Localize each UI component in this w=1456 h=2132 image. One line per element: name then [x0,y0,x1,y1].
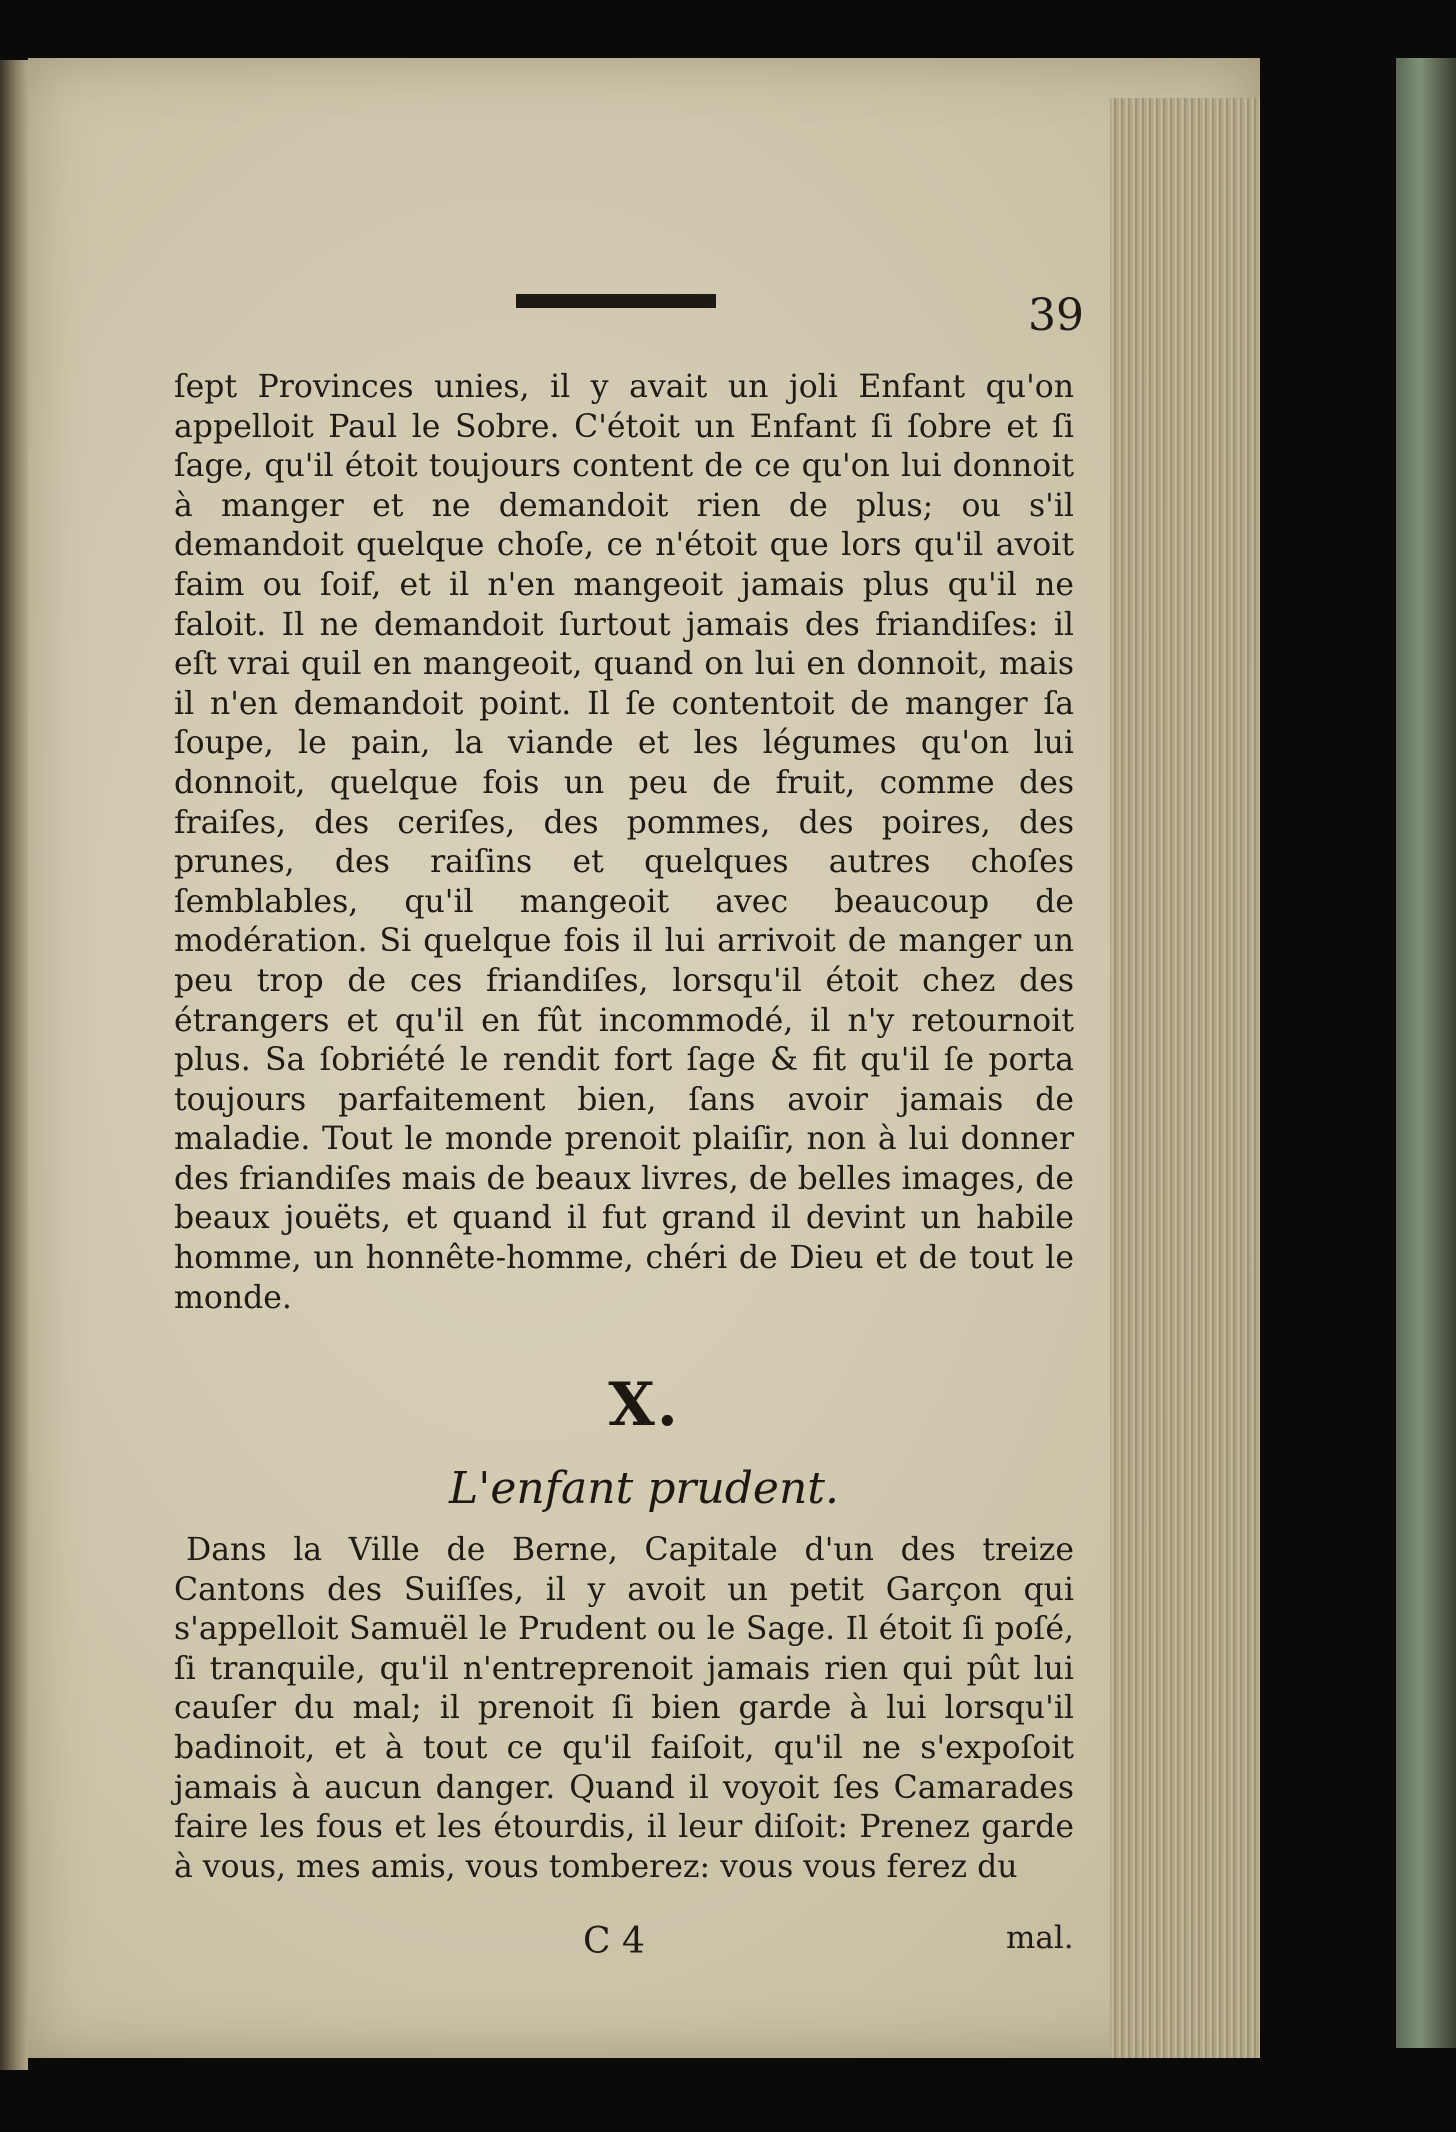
book-left-edge [0,60,28,2070]
catchword: mal. [1006,1920,1074,1956]
section-title: L'enfant prudent. [449,1463,839,1514]
paragraph-samuel-le-prudent: Dans la Ville de Berne, Capitale d'un des treize Cantons des Suiſſes, il y avoit un petit Garçon qui s'appelloit Samuël le Prudent ou le Sage. Il étoit ſi poſé, ſi tranquile, qu'il n'entreprenoit jamais rien qui pût lui cauſer du mal; il prenoit ſi bien garde à lui lorsqu'il badinoit, et à tout ce qu'il faiſoit, qu'il ne s'expoſoit jamais à aucun danger. Quand il voyoit ſes Camarades faire les fous et les étourdis, il leur diſoit: Prenez garde à vous, mes amis, vous tomberez: vous vous ferez du [174,1532,1074,1885]
page-edges [1110,98,1260,2058]
paragraph-paul-le-sobre: ſept Provinces unies, il y avait un joli Enfant qu'on appelloit Paul le Sobre. C'étoit un Enfant ſi ſobre et ſi ſage, qu'il étoit toujours content de ce qu'on lui donnoit à manger et ne demandoit rien de plus; ou s'il demandoit quelque choſe, ce n'étoit que lors qu'il avoit faim ou ſoif, et il n'en mangeoit jamais plus qu'il ne faloit. Il ne demandoit ſurtout jamais des friandiſes: il eſt vrai quil en mangeoit, quand on lui en donnoit, mais il n'en demandoit point. Il ſe contentoit de manger ſa ſoupe, le pain, la viande et les légumes qu'on lui donnoit, quelque fois un peu de fruit, comme des fraiſes, des ceriſes, des pommes, des poires, des prunes, des raiſins et quelques autres choſes ſemblables, qu'il mangeoit avec beaucoup de modération. Si quelque fois il lui arrivoit de manger un peu trop de ces friandiſes, lorsqu'il étoit chez des étrangers et qu'il en fût incommodé, il n'y retournoit plus. Sa ſobriété le rendit fort ſage & fit qu'il ſe porta toujours parfaitement bien, ſans avoir jamais de maladie. Tout le monde prenoit plaiſir, non à lui donner des friandiſes mais de beaux livres, de belles images, de beaux jouëts, et quand il fut grand il devint un habile homme, un honnête-homme, chéri de Dieu et de tout le monde. [174,369,1074,1316]
signature-mark: C 4 [583,1921,645,1962]
book-page [28,58,1260,2058]
book-cover-edge [1396,58,1456,2048]
header-rule [516,294,716,308]
section-number: X. [608,1370,680,1440]
page-number: 39 [1028,290,1084,341]
